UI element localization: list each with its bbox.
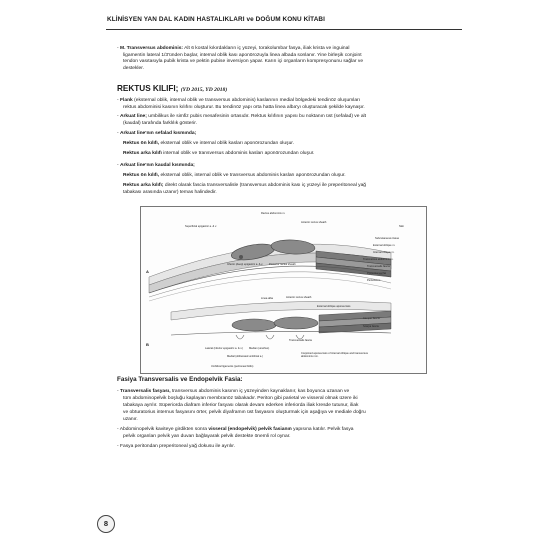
bullet-kaudal: - Arkuat line'nın kaudal kısmında;	[117, 163, 195, 168]
fascia-p1-line5: uzanır.	[123, 417, 138, 422]
label-a-transversalis: Transversalis fascia	[367, 265, 390, 268]
book-title: KLİNİSYEN YAN DAL KADIN HASTALIKLARI ve DOĞUM KONU KİTABI	[107, 16, 326, 23]
bullet-arkuat-line2: (kaudal) tarafında farklılık gösterir.	[123, 120, 197, 126]
label-a-ant-sheath: Anterior rectus sheath	[301, 221, 327, 224]
label-a-ext-oblique: External oblique m.	[373, 244, 396, 247]
fascia-p2-line2: pelvik organları pelvik yan duvarı bağlayarak pelvik destekte önemli rol oynar.	[123, 434, 291, 439]
header-rule	[106, 29, 462, 30]
label-b-umbilical: Umbilical ligaments (peritoneal folds)	[211, 365, 254, 368]
kaudal-back: Rektus arka kılıfı; direkt olarak fascia transversalisle (transversus abdominis kası iç yüzeyi ile preperitoneal yağ	[123, 183, 367, 188]
label-b-medial: Medial (obliterated umbilical a.)	[227, 355, 263, 358]
label-b-lateral: Lateral (inferior epigastric a. & v.)	[205, 347, 244, 350]
label-b-transversalis: Transversalis fascia	[289, 339, 312, 342]
label-a-inferior: Inferior (deep) epigastric a. & v.	[227, 263, 263, 266]
sefalad-front: Rektus ön kılıfı, eksternal oblik ve internal oblik kasları aponörozundan oluşur.	[123, 141, 294, 146]
label-a-post-sheath: Posterior rectus sheath	[269, 263, 296, 266]
kaudal-front: Rektus ön kılıfı, eksternal oblik, internal oblik ve transversus abdominis kasları aponörozundan oluşur.	[123, 173, 346, 178]
label-b-median: Median (urachus)	[249, 347, 270, 350]
intro-term: M. Transversus abdominis:	[120, 46, 184, 51]
fascia-p1-line1: - Transversalis fasyası, transversus abdominis kasının iç yüzeyinden kaynaklanır, kas boyunca uzanan ve	[117, 389, 350, 394]
fascia-p1-line2: tüm abdominopelvik boşluğu kaplayan membranöz tabakadır. Periton gibi parietal ve visseral olmak üzere iki	[123, 396, 358, 401]
label-a-prep-fat: Preperitoneal fat	[367, 272, 387, 275]
panel-b-letter: B	[146, 342, 149, 347]
panel-a-letter: A	[146, 269, 149, 274]
panel-a-drawing	[149, 239, 394, 301]
bullet-flank: - Flank (eksternal oblik, internal oblik ve transversus abdominis) kaslarının medial bölgedeki tendinöz oluşumları	[117, 98, 361, 103]
bullet-sefalad: - Arkuat line'nın sefalad kısmında;	[117, 131, 197, 136]
label-b-ant-sheath: Anterior rectus sheath	[286, 296, 312, 299]
intro-line-4: destekler.	[123, 65, 144, 71]
fascia-p3: - Fasya peritondan preperitoneal yağ dokusu ile ayrılır.	[117, 444, 235, 449]
panel-b-drawing	[171, 301, 391, 339]
label-b-linea-alba: Linea alba	[261, 297, 273, 300]
label-a-rectus: Rectus abdominis m.	[261, 212, 286, 215]
label-a-superficial: Superficial epigastric a. & v.	[185, 225, 217, 228]
label-b-scarpa: Scarpa fascia	[363, 325, 379, 328]
anatomy-illustration	[141, 207, 426, 373]
intro-line-3: tendon vasıtasıyla pubik krista ve pektin pubise inversiyon yapar. Karın içi organların kompresyonunu sağlar ve	[123, 59, 364, 64]
label-a-subcut: Subcutaneous tissue	[375, 237, 400, 240]
label-a-transversus: Transversus abdominis m.	[363, 258, 394, 261]
section-fasiya-title: Fasiya Transversalis ve Endopelvik Fasia:	[117, 376, 243, 383]
bullet-flank-line2: rektus abdominisi kasının kılıfını oluşturur. Bu tendinöz yapı orta hatta linea alba'yı oluşturacak şekilde kaynaşır.	[123, 104, 365, 110]
label-a-int-oblique: Internal oblique m.	[373, 251, 395, 254]
label-a-skin: Skin	[399, 225, 405, 228]
bullet-arkuat: - Arkuat line; umbilikus ile simfiz pubis mesafesinin ortasıdır. Rektus kılıfının yapısı bu noktanın üst (sefalad) ve alt	[117, 114, 366, 119]
fascia-p1-line4: ve obturatorius internus fasyasını örter, pelvik diyaframın üst fasyasını oluşturmak için aşağıya ve mediale doğru	[123, 410, 366, 415]
kaudal-back-line2: tabakası arasında uzanır) temas halindedir.	[123, 189, 217, 195]
label-b-conjoined: Conjoined aponeurosis of internal oblique and transversus abdominis mm.	[301, 352, 368, 358]
fascia-p1-line3: tabakaya ayrılır. Süperiorda diafram inferior fasyası olarak devam ederken inferiorda iliak kresde tutunur, iliak	[123, 403, 359, 408]
intro-text-1: Alt 6 kostal kıkırdakların iç yüzeyi, torakolumbar fasya, iliak krista ve inguinal	[184, 46, 350, 51]
fascia-p2-line1: - Abdominopelvik kaviteye girdikten sonra visseral (endopelvik) pelvik fasianın yapısına katılır. Pelvik fasya	[117, 427, 354, 432]
section-ref: (YD 2015, YD 2018)	[180, 87, 228, 93]
sefalad-back: Rektus arka kılıfı internal oblik ve transversus abdominis kasları aponörozundan oluşur.	[123, 151, 315, 156]
intro-line-1: - M. Transversus abdominis: Alt 6 kostal kıkırdakların iç yüzeyi, torakolumbar fasya, iliak krista ve inguinal	[117, 46, 350, 51]
label-b-camper: Camper fascia	[363, 317, 380, 320]
label-b-ext-apo: External oblique aponeurosis	[317, 305, 351, 308]
label-a-peritoneum: Peritoneum	[367, 279, 381, 282]
section-title: REKTUS KILIFI;	[117, 84, 179, 93]
intro-line-2: ligamentin lateral 1/3'ünden başlar, internal oblik kası aponörozuyla linea albada sonlanır. Yine birleşik conjoint	[123, 52, 362, 58]
section-rektus-kilifi	[117, 84, 227, 93]
page-number: 8	[97, 515, 115, 533]
rectus-sheath-figure	[140, 206, 427, 374]
